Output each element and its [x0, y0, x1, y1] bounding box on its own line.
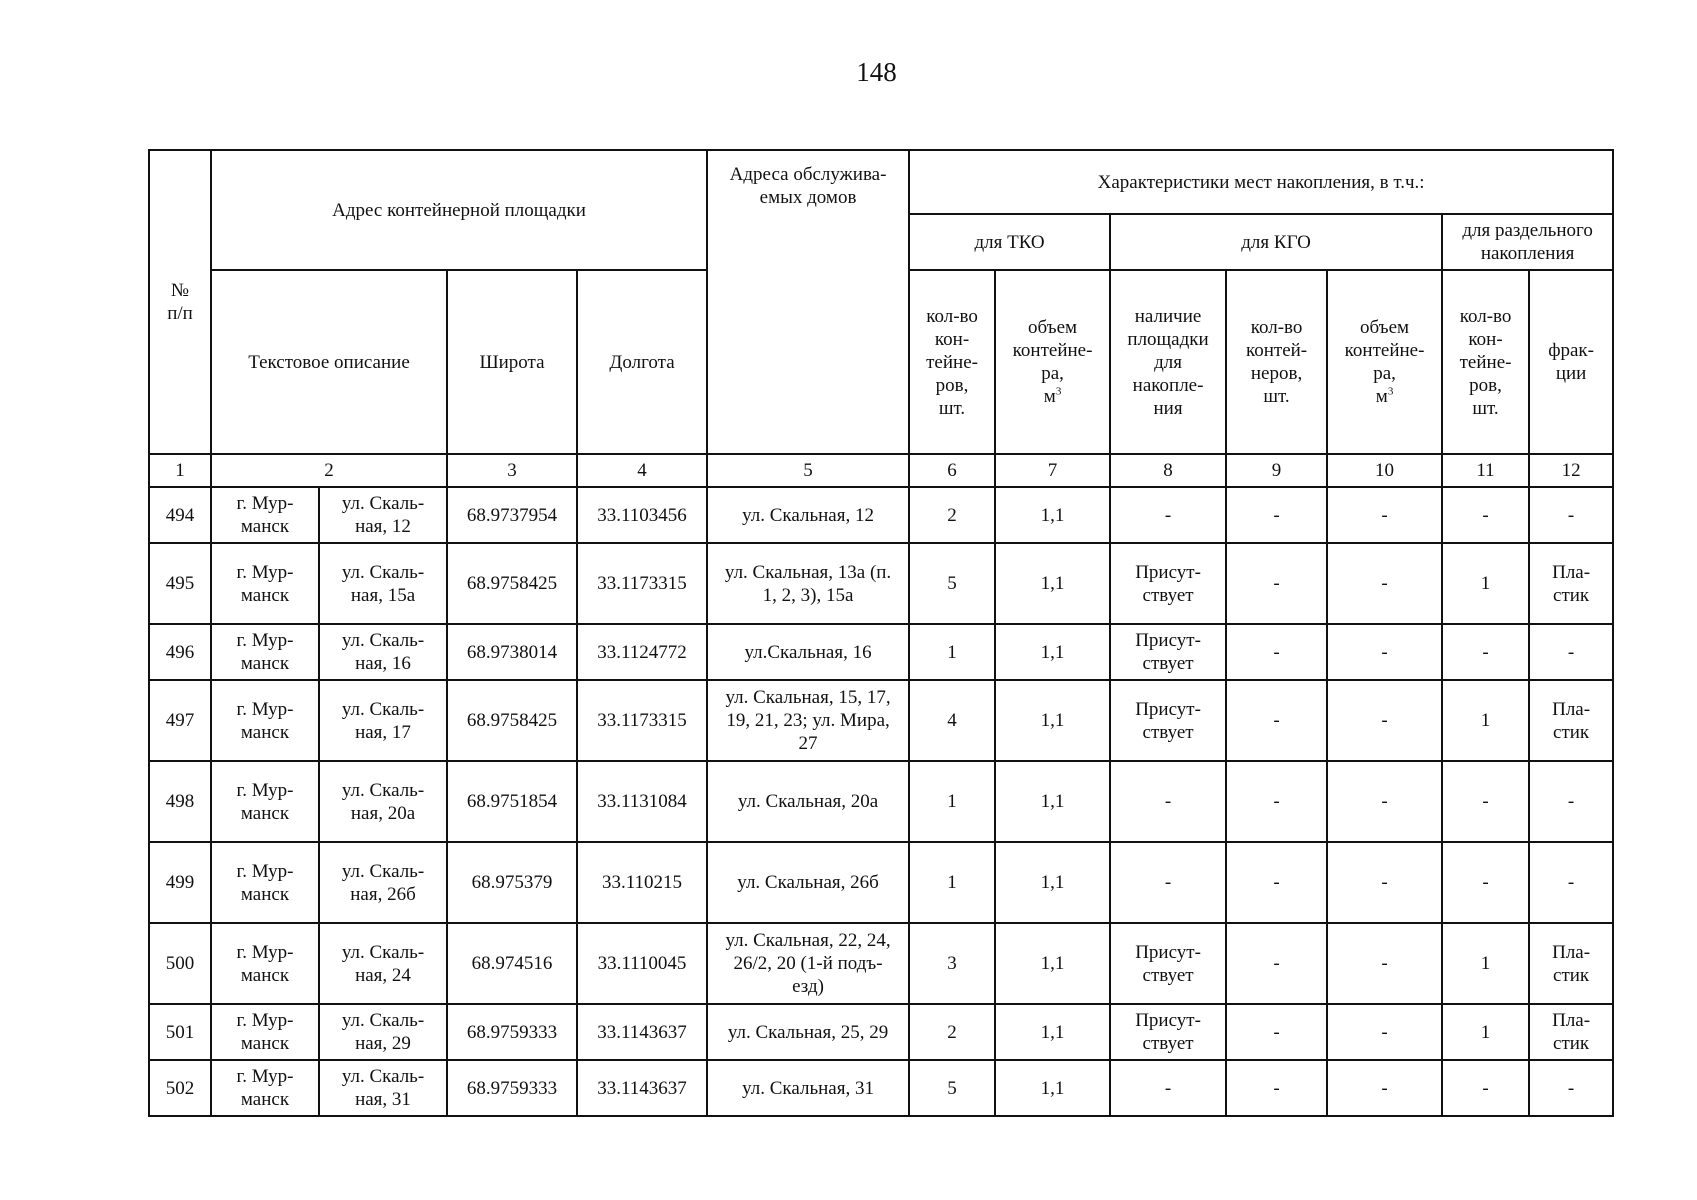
kgo-count-cell: - — [1226, 680, 1327, 761]
header-text-description: Текстовое описание — [211, 270, 447, 454]
header-tko: для ТКО — [909, 214, 1110, 270]
column-number: 10 — [1327, 454, 1442, 487]
served-houses-cell: ул. Скальная, 20а — [707, 761, 909, 842]
header-kgo-count: кол-во контей- неров, шт. — [1226, 270, 1327, 454]
tko-count-cell: 1 — [909, 761, 995, 842]
kgo-count-cell: - — [1226, 543, 1327, 624]
sep-count-cell: - — [1442, 1060, 1529, 1116]
kgo-count-cell: - — [1226, 842, 1327, 923]
header-latitude: Широта — [447, 270, 577, 454]
row-number-cell: 494 — [149, 487, 211, 543]
tko-count-cell: 1 — [909, 842, 995, 923]
row-number-cell: 495 — [149, 543, 211, 624]
longitude-cell: 33.1143637 — [577, 1060, 707, 1116]
latitude-cell: 68.9737954 — [447, 487, 577, 543]
tko-count-cell: 5 — [909, 1060, 995, 1116]
latitude-cell: 68.9738014 — [447, 624, 577, 680]
tko-volume-cell: 1,1 — [995, 1060, 1110, 1116]
street-cell: ул. Скаль- ная, 16 — [319, 624, 447, 680]
tko-volume-cell: 1,1 — [995, 487, 1110, 543]
row-number-cell: 496 — [149, 624, 211, 680]
city-cell: г. Мур- манск — [211, 487, 319, 543]
city-cell: г. Мур- манск — [211, 923, 319, 1004]
column-number: 7 — [995, 454, 1110, 487]
latitude-cell: 68.9751854 — [447, 761, 577, 842]
sep-count-cell: 1 — [1442, 923, 1529, 1004]
tko-volume-cell: 1,1 — [995, 680, 1110, 761]
longitude-cell: 33.1173315 — [577, 543, 707, 624]
kgo-volume-cell: - — [1327, 761, 1442, 842]
city-cell: г. Мур- манск — [211, 624, 319, 680]
column-number-row — [149, 454, 1613, 487]
header-sep-count: кол-во кон- тейне- ров, шт. — [1442, 270, 1529, 454]
tko-volume-cell: 1,1 — [995, 1004, 1110, 1060]
row-number-cell: 501 — [149, 1004, 211, 1060]
table-body — [149, 487, 1613, 1116]
sep-fractions-cell: Пла- стик — [1529, 543, 1613, 624]
kgo-presence-cell: Присут- ствует — [1110, 1004, 1226, 1060]
sep-fractions-cell: Пла- стик — [1529, 923, 1613, 1004]
header-sep-fractions: фрак- ции — [1529, 270, 1613, 454]
table-row — [149, 543, 1613, 624]
column-number: 11 — [1442, 454, 1529, 487]
sep-count-cell: - — [1442, 624, 1529, 680]
kgo-volume-cell: - — [1327, 543, 1442, 624]
header-kgo-volume-unit: $м^3$ — [1375, 385, 1394, 407]
column-number: 6 — [909, 454, 995, 487]
street-cell: ул. Скаль- ная, 29 — [319, 1004, 447, 1060]
tko-count-cell: 5 — [909, 543, 995, 624]
sep-fractions-cell: - — [1529, 487, 1613, 543]
street-cell: ул. Скаль- ная, 12 — [319, 487, 447, 543]
kgo-presence-cell: - — [1110, 842, 1226, 923]
tko-count-cell: 4 — [909, 680, 995, 761]
sep-fractions-cell: Пла- стик — [1529, 680, 1613, 761]
column-number: 3 — [447, 454, 577, 487]
row-number-cell: 500 — [149, 923, 211, 1004]
street-cell: ул. Скаль- ная, 31 — [319, 1060, 447, 1116]
header-longitude: Долгота — [577, 270, 707, 454]
served-houses-cell: ул. Скальная, 22, 24, 26/2, 20 (1-й подъ- езд) — [707, 923, 909, 1004]
header-kgo: для КГО — [1110, 214, 1442, 270]
longitude-cell: 33.1173315 — [577, 680, 707, 761]
header-kgo-volume-label: объем контейне- ра, — [1344, 317, 1425, 384]
latitude-cell: 68.975379 — [447, 842, 577, 923]
table-row — [149, 680, 1613, 761]
tko-volume-cell: 1,1 — [995, 923, 1110, 1004]
kgo-presence-cell: Присут- ствует — [1110, 543, 1226, 624]
longitude-cell: 33.1131084 — [577, 761, 707, 842]
sep-fractions-cell: - — [1529, 842, 1613, 923]
served-houses-cell: ул. Скальная, 12 — [707, 487, 909, 543]
latitude-cell: 68.9758425 — [447, 543, 577, 624]
column-number: 4 — [577, 454, 707, 487]
header-tko-count: кол-во кон- тейне- ров, шт. — [909, 270, 995, 454]
header-address-group: Адрес контейнерной площадки — [211, 150, 707, 270]
kgo-volume-cell: - — [1327, 842, 1442, 923]
city-cell: г. Мур- манск — [211, 1060, 319, 1116]
served-houses-cell: ул. Скальная, 26б — [707, 842, 909, 923]
latitude-cell: 68.9758425 — [447, 680, 577, 761]
kgo-count-cell: - — [1226, 761, 1327, 842]
longitude-cell: 33.1143637 — [577, 1004, 707, 1060]
street-cell: ул. Скаль- ная, 20а — [319, 761, 447, 842]
served-houses-cell: ул. Скальная, 31 — [707, 1060, 909, 1116]
longitude-cell: 33.1103456 — [577, 487, 707, 543]
tko-count-cell: 1 — [909, 624, 995, 680]
kgo-count-cell: - — [1226, 487, 1327, 543]
header-tko-volume-label: объем контейне- ра, — [1012, 317, 1093, 384]
kgo-count-cell: - — [1226, 624, 1327, 680]
tko-count-cell: 3 — [909, 923, 995, 1004]
column-number: 5 — [707, 454, 909, 487]
row-number-cell: 497 — [149, 680, 211, 761]
kgo-presence-cell: - — [1110, 487, 1226, 543]
sep-count-cell: - — [1442, 487, 1529, 543]
kgo-volume-cell: - — [1327, 1004, 1442, 1060]
column-number: 8 — [1110, 454, 1226, 487]
kgo-presence-cell: - — [1110, 1060, 1226, 1116]
kgo-volume-cell: - — [1327, 1060, 1442, 1116]
sep-count-cell: 1 — [1442, 543, 1529, 624]
kgo-volume-cell: - — [1327, 624, 1442, 680]
table-row — [149, 761, 1613, 842]
street-cell: ул. Скаль- ная, 17 — [319, 680, 447, 761]
header-row-number: № п/п — [149, 150, 211, 454]
column-number: 9 — [1226, 454, 1327, 487]
column-number: 2 — [211, 454, 447, 487]
kgo-presence-cell: Присут- ствует — [1110, 680, 1226, 761]
table-row — [149, 923, 1613, 1004]
page-number: 148 — [856, 57, 897, 87]
served-houses-cell: ул. Скальная, 25, 29 — [707, 1004, 909, 1060]
sep-fractions-cell: - — [1529, 761, 1613, 842]
sep-fractions-cell: - — [1529, 624, 1613, 680]
kgo-count-cell: - — [1226, 923, 1327, 1004]
street-cell: ул. Скаль- ная, 24 — [319, 923, 447, 1004]
city-cell: г. Мур- манск — [211, 680, 319, 761]
container-sites-table — [148, 149, 1614, 1117]
header-kgo-presence: наличие площадки для накопле- ния — [1110, 270, 1226, 454]
served-houses-cell: ул.Скальная, 16 — [707, 624, 909, 680]
city-cell: г. Мур- манск — [211, 543, 319, 624]
kgo-count-cell: - — [1226, 1060, 1327, 1116]
longitude-cell: 33.1124772 — [577, 624, 707, 680]
kgo-count-cell: - — [1226, 1004, 1327, 1060]
tko-count-cell: 2 — [909, 1004, 995, 1060]
latitude-cell: 68.974516 — [447, 923, 577, 1004]
tko-volume-cell: 1,1 — [995, 761, 1110, 842]
column-number: 1 — [149, 454, 211, 487]
kgo-presence-cell: - — [1110, 761, 1226, 842]
column-number: 12 — [1529, 454, 1613, 487]
row-number-cell: 502 — [149, 1060, 211, 1116]
kgo-presence-cell: Присут- ствует — [1110, 624, 1226, 680]
table-row — [149, 842, 1613, 923]
header-tko-volume — [995, 270, 1110, 454]
latitude-cell: 68.9759333 — [447, 1004, 577, 1060]
longitude-cell: 33.110215 — [577, 842, 707, 923]
kgo-volume-cell: - — [1327, 680, 1442, 761]
header-characteristics: Характеристики мест накопления, в т.ч.: — [909, 150, 1613, 214]
sep-fractions-cell: Пла- стик — [1529, 1004, 1613, 1060]
header-separate: для раздельного накопления — [1442, 214, 1613, 270]
tko-volume-cell: 1,1 — [995, 543, 1110, 624]
sep-count-cell: - — [1442, 842, 1529, 923]
street-cell: ул. Скаль- ная, 26б — [319, 842, 447, 923]
kgo-volume-cell: - — [1327, 487, 1442, 543]
city-cell: г. Мур- манск — [211, 1004, 319, 1060]
city-cell: г. Мур- манск — [211, 842, 319, 923]
kgo-volume-cell: - — [1327, 923, 1442, 1004]
latitude-cell: 68.9759333 — [447, 1060, 577, 1116]
tko-volume-cell: 1,1 — [995, 842, 1110, 923]
row-number-cell: 499 — [149, 842, 211, 923]
served-houses-cell: ул. Скальная, 15, 17, 19, 21, 23; ул. Мира, 27 — [707, 680, 909, 761]
tko-volume-cell: 1,1 — [995, 624, 1110, 680]
city-cell: г. Мур- манск — [211, 761, 319, 842]
sep-fractions-cell: - — [1529, 1060, 1613, 1116]
sep-count-cell: 1 — [1442, 1004, 1529, 1060]
tko-count-cell: 2 — [909, 487, 995, 543]
table-header — [149, 150, 1613, 487]
table-row — [149, 1060, 1613, 1116]
sep-count-cell: 1 — [1442, 680, 1529, 761]
header-served-houses: Адреса обслужива- емых домов — [707, 150, 909, 454]
header-tko-volume-unit: $м^3$ — [1043, 385, 1062, 407]
table-row — [149, 1004, 1613, 1060]
row-number-cell: 498 — [149, 761, 211, 842]
street-cell: ул. Скаль- ная, 15а — [319, 543, 447, 624]
sep-count-cell: - — [1442, 761, 1529, 842]
table-row — [149, 487, 1613, 543]
served-houses-cell: ул. Скальная, 13а (п. 1, 2, 3), 15а — [707, 543, 909, 624]
longitude-cell: 33.1110045 — [577, 923, 707, 1004]
header-kgo-volume — [1327, 270, 1442, 454]
kgo-presence-cell: Присут- ствует — [1110, 923, 1226, 1004]
table-row — [149, 624, 1613, 680]
